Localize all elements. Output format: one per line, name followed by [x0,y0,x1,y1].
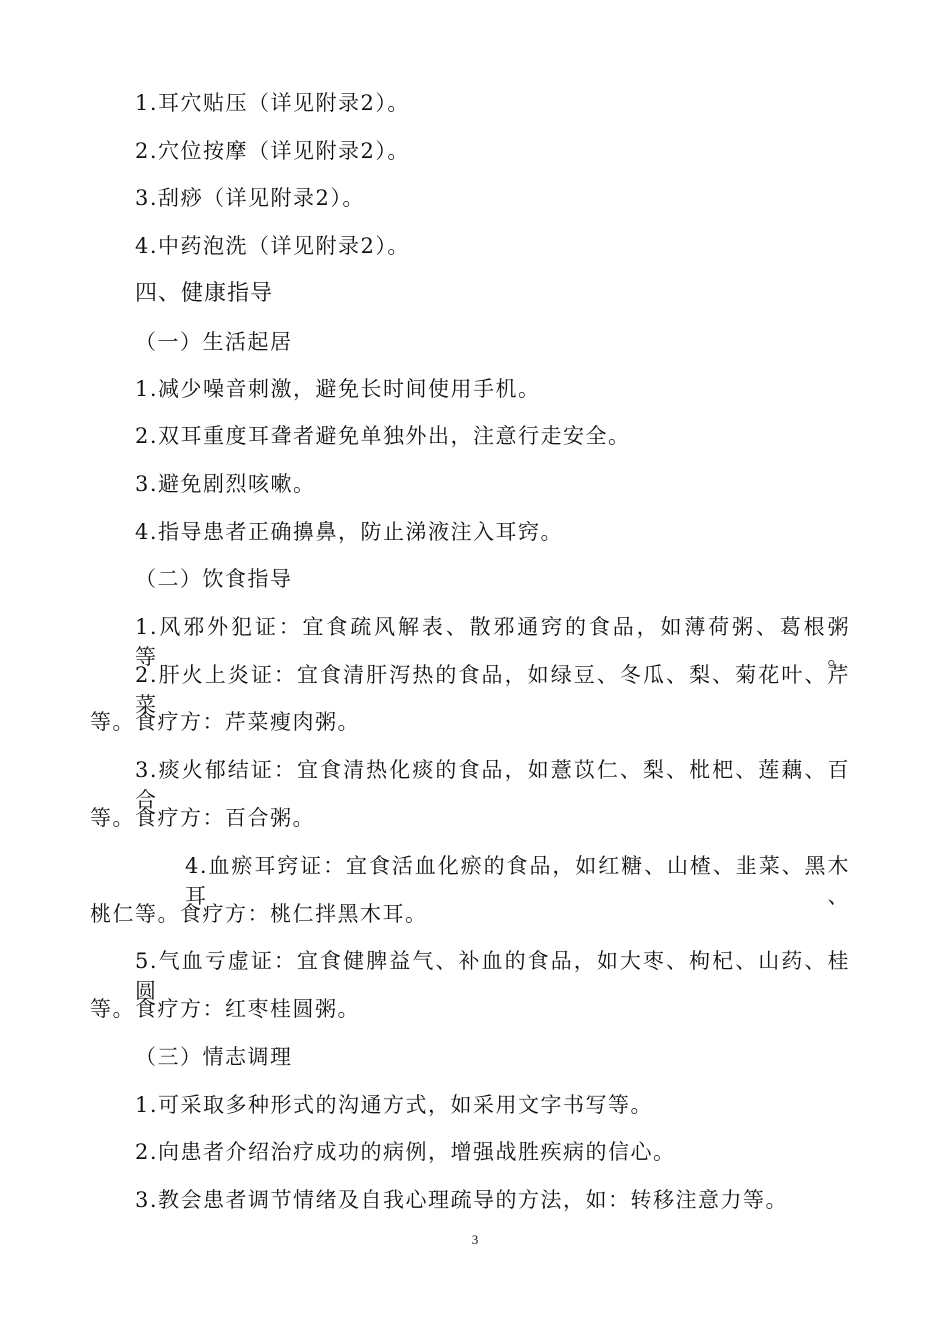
list-item: 3.刮痧（详见附录2）。 [135,186,365,210]
list-item: 4.中药泡洗（详见附录2）。 [135,234,410,258]
list-item-continuation: 桃仁等。食疗方：桃仁拌黑木耳。 [90,902,428,926]
list-item: 2.向患者介绍治疗成功的病例，增强战胜疾病的信心。 [135,1140,676,1164]
list-item: 3.避免剧烈咳嗽。 [135,472,316,496]
list-item: 5.气血亏虚证：宜食健脾益气、补血的食品，如大枣、枸杞、山药、桂圆 [135,949,850,1003]
list-item: 1.可采取多种形式的沟通方式，如采用文字书写等。 [135,1093,654,1117]
list-item-continuation: 等。食疗方：芹菜瘦肉粥。 [90,710,360,734]
subsection-heading: （二）饮食指导 [135,567,293,591]
list-item: 4.血瘀耳窍证：宜食活血化瘀的食品，如红糖、山楂、韭菜、黑木耳、 [185,854,850,908]
section-heading: 四、健康指导 [135,281,274,306]
list-item: 2.双耳重度耳聋者避免单独外出，注意行走安全。 [135,424,631,448]
list-item-continuation: 等。食疗方：红枣桂圆粥。 [90,997,360,1021]
list-item: 1.减少噪音刺激，避免长时间使用手机。 [135,377,541,401]
list-item: 3.教会患者调节情绪及自我心理疏导的方法，如：转移注意力等。 [135,1188,789,1212]
list-item: 1.风邪外犯证：宜食疏风解表、散邪通窍的食品，如薄荷粥、葛根粥等。 [135,615,850,669]
page-number: 3 [471,1232,479,1247]
list-item: 2.肝火上炎证：宜食清肝泻热的食品，如绿豆、冬瓜、梨、菊花叶、芹菜 [135,663,850,717]
list-item: 4.指导患者正确擤鼻，防止涕液注入耳窍。 [135,520,564,544]
list-item: 3.痰火郁结证：宜食清热化痰的食品，如薏苡仁、梨、枇杷、莲藕、百合 [135,758,850,812]
subsection-heading: （三）情志调理 [135,1045,293,1069]
list-item-continuation: 等。食疗方：百合粥。 [90,806,315,830]
list-item: 1.耳穴贴压（详见附录2）。 [135,91,410,115]
list-item: 2.穴位按摩（详见附录2）。 [135,139,410,163]
subsection-heading: （一）生活起居 [135,330,293,354]
